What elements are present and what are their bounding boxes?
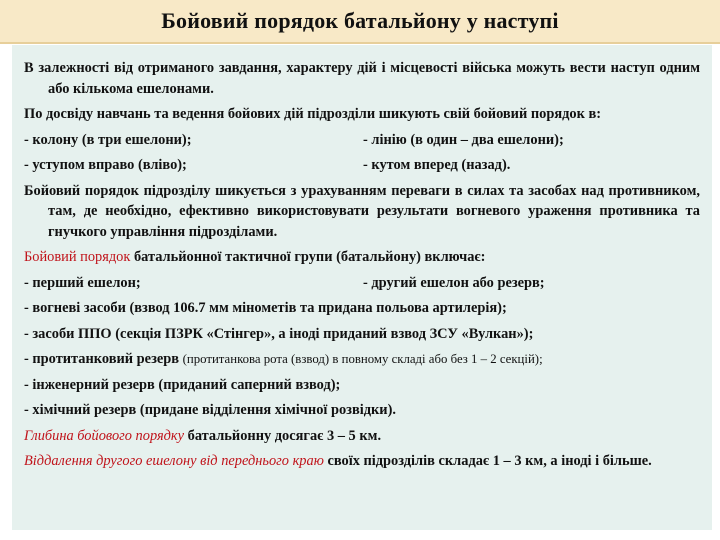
paragraph-intro: В залежності від отриманого завдання, характеру дій і місцевості війська можуть вести наступ одним або кількома ешелонами.	[24, 60, 700, 97]
title-bar	[0, 0, 720, 44]
formation-column: - колону (в три ешелони);	[24, 131, 192, 148]
paragraph-includes	[24, 247, 700, 268]
list-item-antitank	[24, 349, 700, 370]
second-echelon: - другий ешелон або резерв;	[363, 274, 545, 291]
depth-text: батальйонну досягає 3 – 5 км.	[184, 427, 382, 444]
paragraph-distance	[24, 451, 700, 472]
list-item-fire: - вогневі засоби (взвод 106.7 мм мінометів та придана польова артилерія);	[24, 300, 507, 316]
formation-row-1	[24, 130, 700, 151]
term-battle-order: Бойовий порядок	[24, 249, 131, 265]
formation-row-2	[24, 155, 700, 176]
paragraph-formations: По досвіду навчань та ведення бойових дій підрозділи шикують свій бойовий порядок в:	[24, 106, 602, 122]
list-item-air-defense: - засоби ППО (секція ПЗРК «Стінгер», а іноді приданий взвод ЗСУ «Вулкан»);	[24, 325, 534, 342]
formation-echelon-right: - уступом вправо (вліво);	[24, 157, 187, 173]
list-item-engineer: - інженерний резерв (приданий саперний взвод);	[24, 376, 341, 393]
distance-text: своїх підрозділів складає 1 – 3 км, а іноді і більше.	[323, 453, 652, 469]
antitank-note: (протитанкова рота (взвод) в повному складі або без 1 – 2 секцій);	[182, 352, 543, 366]
page-title: Бойовий порядок батальйону у наступі	[161, 8, 559, 33]
paragraph-depth	[24, 426, 700, 447]
term-depth: Глибина бойового порядку	[24, 427, 185, 444]
formation-line: - лінію (в один – два ешелони);	[363, 131, 564, 148]
list-item-chemical: - хімічний резерв (придане відділення хімічної розвідки).	[24, 402, 396, 418]
includes-text: батальйонної тактичної групи (батальйону) включає:	[130, 249, 486, 265]
paragraph-battle-order: Бойовий порядок підрозділу шикується з урахуванням переваги в силах та засобах над противником, там, де необхідно, ефективно використовувати результати вогневого ураження противника та гнучкого управління підрозділами.	[24, 182, 700, 240]
antitank-main: - протитанковий резерв	[24, 351, 183, 367]
first-echelon: - перший ешелон;	[24, 274, 141, 291]
content-panel	[12, 45, 712, 530]
echelon-row	[24, 273, 700, 294]
term-distance: Віддалення другого ешелону від переднього краю	[24, 453, 324, 469]
formation-wedge: - кутом вперед (назад).	[363, 157, 511, 173]
